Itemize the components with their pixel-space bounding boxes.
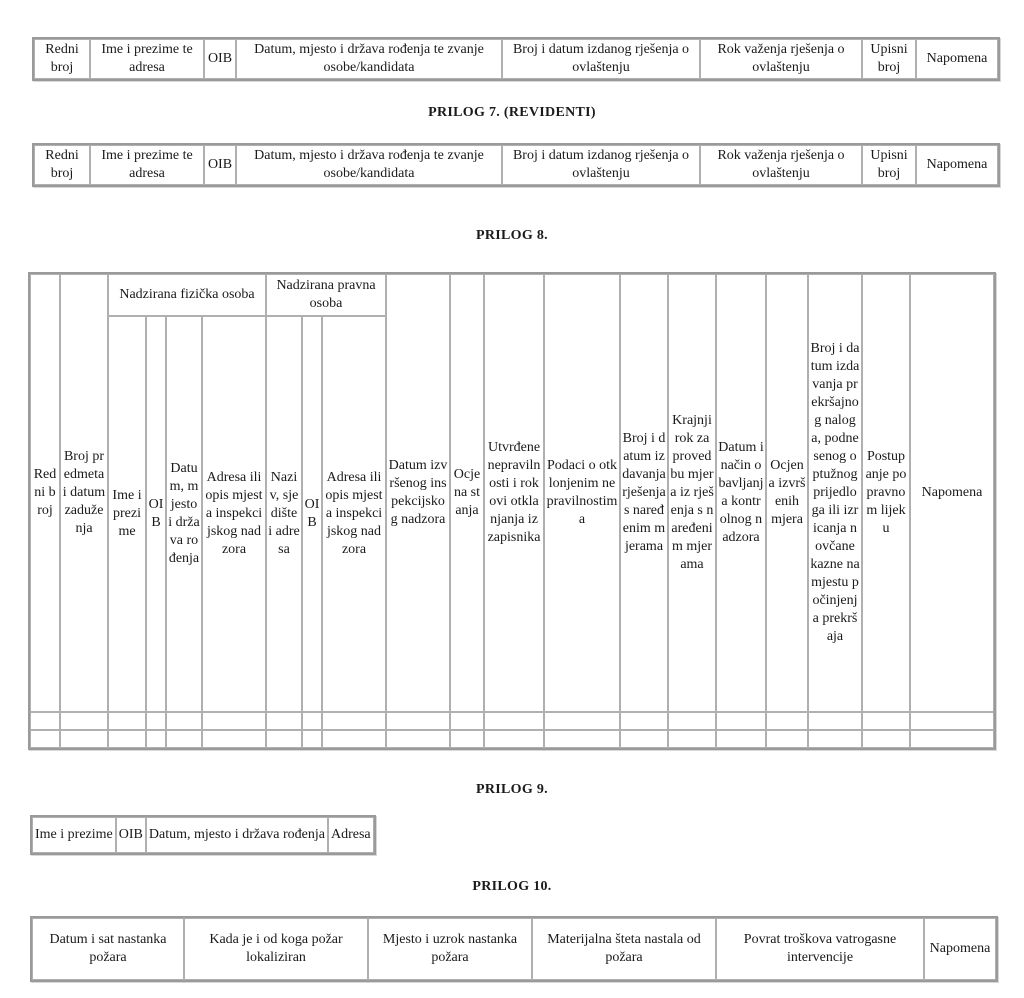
header-cell-ime-adresa: Ime i prezime te adresa [90, 145, 204, 185]
prilog-7-title: PRILOG 7. (REVIDENTI) [428, 105, 596, 120]
header-cell-datum-kontrole: Datum i način obavljanja kontrolnog nadzora [716, 274, 766, 712]
group-header-pravna-osoba: Nadzirana pravna osoba [266, 274, 386, 316]
prilog-9-title: PRILOG 9. [476, 782, 548, 797]
header-cell-oib: OIB [204, 145, 236, 185]
header-cell-fiz-oib: OIB [146, 316, 166, 712]
header-cell-materijalna-steta: Materijalna šteta nastala od požara [532, 918, 716, 980]
header-cell-broj-datum-rjesenja: Broj i datum izdavanja rješenja s naređenim mjerama [620, 274, 668, 712]
header-cell-fiz-datum: Datum, mjesto i država rođenja [166, 316, 202, 712]
header-cell-fiz-adresa: Adresa ili opis mjesta inspekcijskog nadzora [202, 316, 266, 712]
header-cell-datum-mjesto: Datum, mjesto i država rođenja [146, 817, 328, 853]
header-cell-oib: OIB [204, 39, 236, 79]
header-cell-datum-nadzora: Datum izvršenog inspekcijskog nadzora [386, 274, 450, 712]
header-cell-napomena: Napomena [924, 918, 996, 980]
prilog-9-table [30, 815, 376, 855]
header-cell-upisni-broj: Upisni broj [862, 39, 916, 79]
header-cell-redni-broj: Redni broj [34, 39, 90, 79]
header-cell-upisni-broj: Upisni broj [862, 145, 916, 185]
group-header-fizicka-osoba: Nadzirana fizička osoba [108, 274, 266, 316]
prilog-10-title: PRILOG 10. [472, 879, 552, 894]
header-cell-rok-vazenja: Rok važenja rješenja o ovlaštenju [700, 39, 862, 79]
header-cell-redni-broj: Redni broj [30, 274, 60, 712]
header-cell-pr-oib: OIB [302, 316, 322, 712]
header-cell-datum-sat: Datum i sat nastanka požara [32, 918, 184, 980]
prilog-8-table [28, 272, 996, 750]
header-cell-redni-broj: Redni broj [34, 145, 90, 185]
header-cell-prekrsajni-nalog: Broj i datum izdavanja prekršajnog naloga, podnesenog optužnog prijedloga ili izricanja novčane kazne na mjestu počinjenja prekršaja [808, 274, 862, 712]
header-cell-oib: OIB [116, 817, 146, 853]
header-cell-utvrdene-nepravilnosti: Utvrđene nepravilnosti i rokovi otklanjanja iz zapisnika [484, 274, 544, 712]
header-cell-broj-predmeta: Broj predmeta i datum zaduženja [60, 274, 108, 712]
prilog-7-table [32, 143, 1000, 187]
header-cell-podaci-otklonjenim: Podaci o otklonjenim nepravilnostima [544, 274, 620, 712]
prilog-10-table [30, 916, 998, 982]
header-cell-napomena: Napomena [916, 39, 998, 79]
header-cell-pr-naziv: Naziv, sjedište i adresa [266, 316, 302, 712]
header-cell-datum-mjesto: Datum, mjesto i država rođenja te zvanje osobe/kandidata [236, 145, 502, 185]
header-cell-mjesto-uzrok: Mjesto i uzrok nastanka požara [368, 918, 532, 980]
header-cell-lokaliziran: Kada je i od koga požar lokaliziran [184, 918, 368, 980]
header-cell-datum-mjesto: Datum, mjesto i država rođenja te zvanje osobe/kandidata [236, 39, 502, 79]
header-cell-postupanje: Postupanje po pravnom lijeku [862, 274, 910, 712]
header-cell-adresa: Adresa [328, 817, 374, 853]
header-cell-ime-adresa: Ime i prezime te adresa [90, 39, 204, 79]
header-cell-napomena: Napomena [916, 145, 998, 185]
header-cell-broj-rjesenja: Broj i datum izdanog rješenja o ovlaštenju [502, 39, 700, 79]
header-cell-krajnji-rok: Krajnji rok za provedbu mjera iz rješenja s naređenim mjerama [668, 274, 716, 712]
prilog-8-title: PRILOG 8. [476, 228, 548, 243]
table-row [30, 730, 994, 748]
header-cell-ocjena-stanja: Ocjena stanja [450, 274, 484, 712]
header-cell-ocjena-mjera: Ocjena izvršenih mjera [766, 274, 808, 712]
header-cell-povrat-troskova: Povrat troškova vatrogasne intervencije [716, 918, 924, 980]
header-cell-napomena: Napomena [910, 274, 994, 712]
header-cell-rok-vazenja: Rok važenja rješenja o ovlaštenju [700, 145, 862, 185]
header-cell-broj-rjesenja: Broj i datum izdanog rješenja o ovlaštenju [502, 145, 700, 185]
header-cell-ime-prezime: Ime i prezime [32, 817, 116, 853]
top-table [32, 37, 1000, 81]
header-cell-pr-adresa: Adresa ili opis mjesta inspekcijskog nadzora [322, 316, 386, 712]
header-cell-fiz-ime: Ime i prezime [108, 316, 146, 712]
table-row [30, 712, 994, 730]
